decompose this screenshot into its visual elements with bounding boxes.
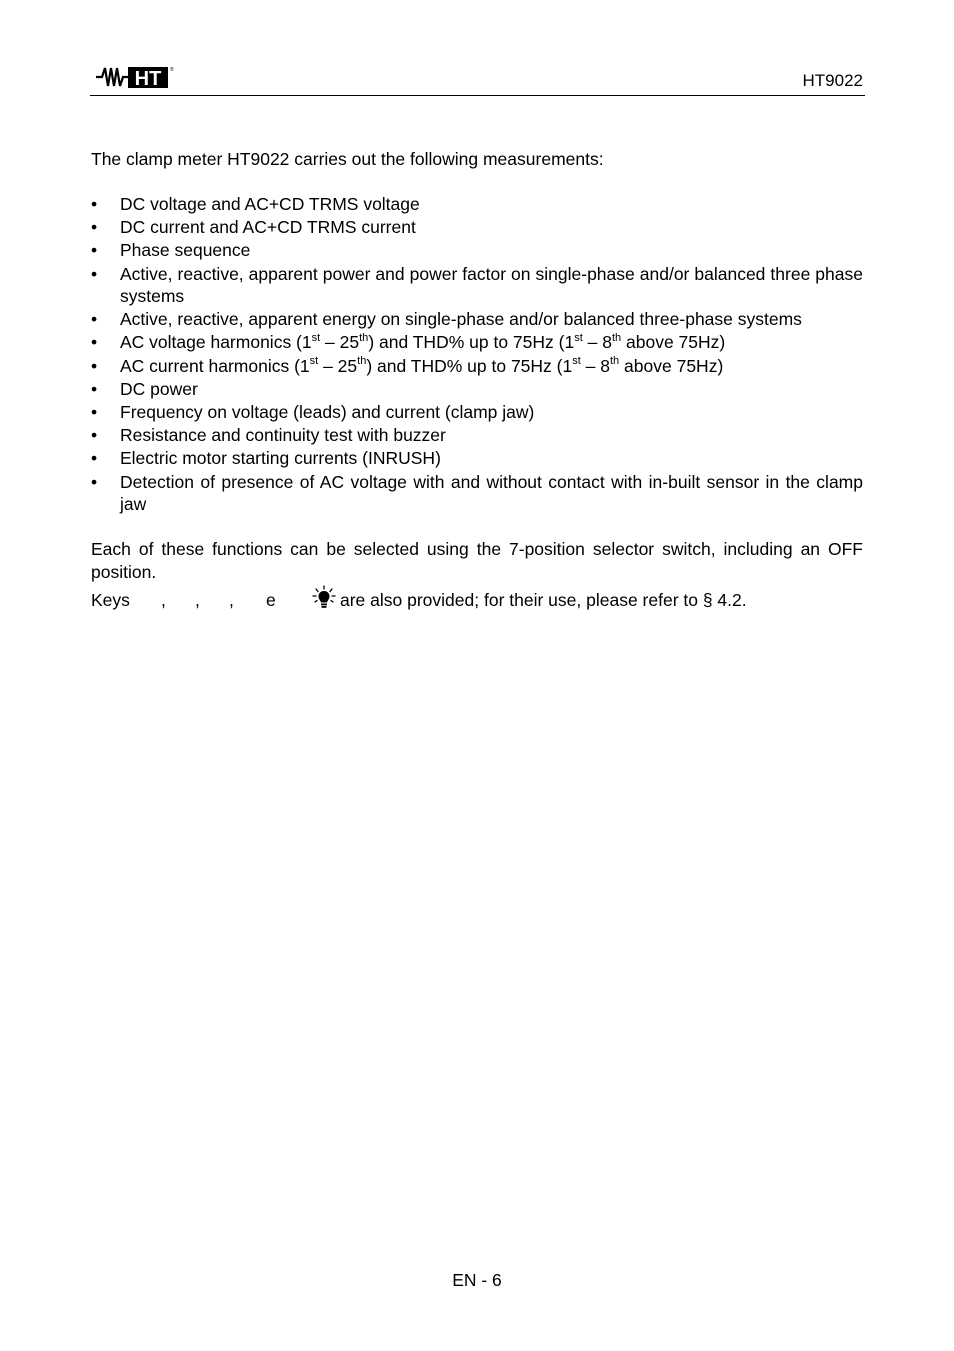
functions-paragraph: Each of these functions can be selected using the 7-position selector switch, including an OFF position. [91, 538, 863, 582]
key-conjunction: e [266, 589, 276, 610]
list-item: • Phase sequence [91, 239, 863, 262]
list-item: • Frequency on voltage (leads) and current (clamp jaw) [91, 401, 863, 424]
list-item: • DC voltage and AC+CD TRMS voltage [91, 193, 863, 216]
list-item: • Resistance and continuity test with buzzer [91, 424, 863, 447]
list-item: • AC current harmonics (1st – 25th) and THD% up to 75Hz (1st – 8th above 75Hz) [91, 355, 863, 378]
list-item: • DC current and AC+CD TRMS current [91, 216, 863, 239]
keys-text: are also provided; for their use, please refer to § 4.2. [340, 589, 747, 610]
model-name: HT9022 [802, 71, 863, 90]
list-item: • Active, reactive, apparent energy on single-phase and/or balanced three-phase systems [91, 308, 863, 331]
page-header [90, 60, 865, 96]
logo-text: HT [134, 68, 162, 90]
key-separator: , [161, 589, 166, 610]
measurement-list [91, 193, 863, 516]
ht-logo [94, 62, 174, 92]
keys-word: Keys [91, 589, 130, 610]
svg-text:®: ® [170, 67, 174, 73]
intro-paragraph: The clamp meter HT9022 carries out the following measurements: [91, 149, 604, 169]
list-item: • Electric motor starting currents (INRUSH) [91, 447, 863, 470]
page-body [91, 148, 863, 613]
list-item: • Detection of presence of AC voltage with and without contact with in-built sensor in the clamp jaw [91, 471, 863, 516]
key-separator: , [229, 589, 234, 610]
list-item: • DC power [91, 378, 863, 401]
list-item: • AC voltage harmonics (1st – 25th) and THD% up to 75Hz (1st – 8th above 75Hz) [91, 331, 863, 354]
page-number: EN - 6 [452, 1270, 502, 1290]
backlight-bulb-icon [311, 585, 337, 611]
key-separator: , [195, 589, 200, 610]
keys-paragraph [91, 589, 863, 613]
list-item: • Active, reactive, apparent power and power factor on single-phase and/or balanced three phase systems [91, 263, 863, 308]
